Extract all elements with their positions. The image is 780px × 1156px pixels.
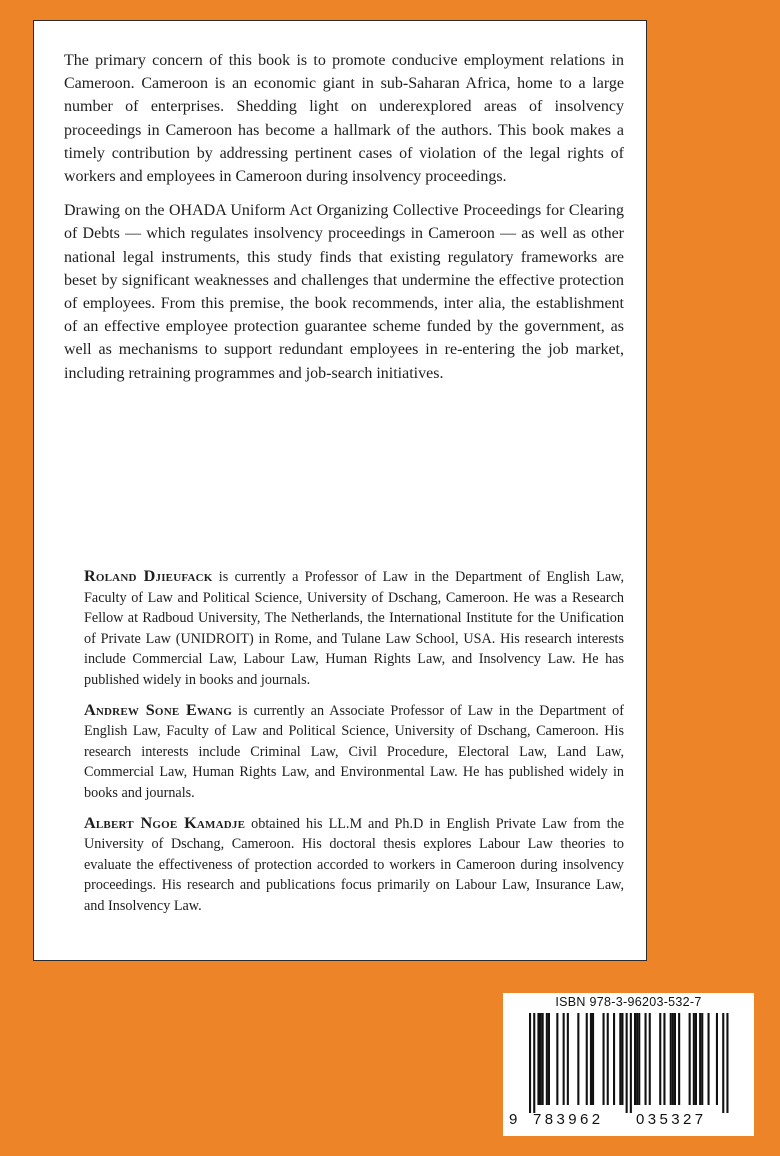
barcode-bar <box>689 1013 691 1105</box>
author-bios <box>84 566 624 926</box>
barcode-bar <box>663 1013 665 1105</box>
barcode-bar <box>626 1013 628 1113</box>
barcode-bar <box>678 1013 680 1105</box>
author-bio <box>84 700 624 804</box>
barcode-bar <box>636 1013 638 1105</box>
barcode-digits-left: 783962 <box>533 1111 604 1128</box>
barcode-bar <box>672 1013 674 1105</box>
barcode-digit-first: 9 <box>509 1111 518 1128</box>
barcode-bar <box>607 1013 609 1105</box>
barcode-bar <box>548 1013 550 1105</box>
barcode-bar <box>695 1013 697 1105</box>
barcode-bar <box>586 1013 588 1105</box>
barcode-digits-right: 035327 <box>636 1111 707 1128</box>
barcode-bar <box>542 1013 544 1105</box>
barcode-bar <box>670 1013 672 1105</box>
barcode-bar <box>592 1013 594 1105</box>
barcode-bar <box>674 1013 676 1105</box>
barcode-bar <box>546 1013 548 1105</box>
blurb-paragraph-1: The primary concern of this book is to promote conducive employment relations in Cameroon. Cameroon is an economic giant in sub-Saharan Africa, home to a large number of enterprises. Shedding light on underexplored areas of insolvency proceedings in Cameroon has become a hallmark of the authors. This book makes a timely contribution by addressing pertinent cases of violation of the legal rights of workers and employees in Cameroon during insolvency proceedings. <box>64 52 624 186</box>
barcode-bar <box>699 1013 701 1105</box>
barcode-bar <box>533 1013 535 1113</box>
barcode-bar <box>634 1013 636 1105</box>
barcode-bar <box>659 1013 661 1105</box>
barcode <box>521 1013 743 1113</box>
barcode-bar <box>722 1013 724 1113</box>
barcode-bar <box>708 1013 710 1105</box>
isbn-label: ISBN 978-3-96203-532-7 <box>555 995 702 1009</box>
barcode-bar <box>619 1013 621 1105</box>
barcode-bar <box>563 1013 565 1105</box>
barcode-bar <box>540 1013 542 1105</box>
author-bio-text: obtained his LL.M and Ph.D in English Private Law from the University of Dschang, Cameroon. His doctoral thesis explores Labour Law theories to evaluate the effectiveness of protection accorded to workers in Cameroon during insolvency proceedings. His research and publications focus primarily on Labour Law, Insurance Law, and Insolvency Law. <box>84 815 624 914</box>
back-cover-text-panel <box>33 20 647 961</box>
author-bio-text: is currently an Associate Professor of Law in the Department of English Law, Faculty of Law and Political Science, University of Dschang, Cameroon. His research interests include Criminal Law, Civil Procedure, Electoral Law, Land Law, Commercial Law, Human Rights Law, and Environmental Law. He has published widely in books and journals. <box>84 702 624 801</box>
author-name: Andrew Sone Ewang <box>84 700 233 719</box>
barcode-bar <box>577 1013 579 1105</box>
barcode-bar <box>645 1013 647 1105</box>
barcode-bar <box>537 1013 539 1105</box>
barcode-bar <box>603 1013 605 1105</box>
book-blurb <box>64 49 624 396</box>
author-bio <box>84 813 624 917</box>
barcode-bar <box>556 1013 558 1105</box>
author-name: Roland Djieufack <box>84 567 213 585</box>
author-bio-text: is currently a Professor of Law in the Department of English Law, Faculty of Law and Political Science, University of Dschang, Cameroon. He was a Research Fellow at Radboud University, The Netherlands, the International Institute for the Unification of Private Law (UNIDROIT) in Rome, and Tulane Law School, USA. His research interests include Commercial Law, Labour Law, Human Rights Law, and Insolvency Law. He has published widely in books and journals. <box>84 569 624 688</box>
barcode-bar <box>638 1013 640 1105</box>
barcode-bar <box>590 1013 592 1105</box>
barcode-bar <box>726 1013 728 1113</box>
isbn-barcode-box <box>503 993 754 1136</box>
barcode-bar <box>630 1013 632 1113</box>
barcode-bar <box>567 1013 569 1105</box>
barcode-bar <box>693 1013 695 1105</box>
barcode-bar <box>649 1013 651 1105</box>
author-bio <box>84 566 624 691</box>
barcode-bar <box>613 1013 615 1105</box>
barcode-bar <box>701 1013 703 1105</box>
author-name: Albert Ngoe Kamadje <box>84 813 246 832</box>
barcode-bar <box>621 1013 623 1105</box>
barcode-bar <box>529 1013 531 1113</box>
barcode-bar <box>716 1013 718 1105</box>
blurb-paragraph-2: Drawing on the OHADA Uniform Act Organizing Collective Proceedings for Clearing of Debts — which regulates insolvency proceedings in Cameroon — as well as other national legal instruments, this study finds that existing regulatory frameworks are beset by significant weaknesses and challenges that undermine the effective protection of employees. From this premise, the book recommends, inter alia, the establishment of an effective employee protection guarantee scheme funded by the government, as well as mechanisms to support redundant employees in re-entering the job market, including retraining programmes and job-search initiatives. <box>64 202 624 382</box>
